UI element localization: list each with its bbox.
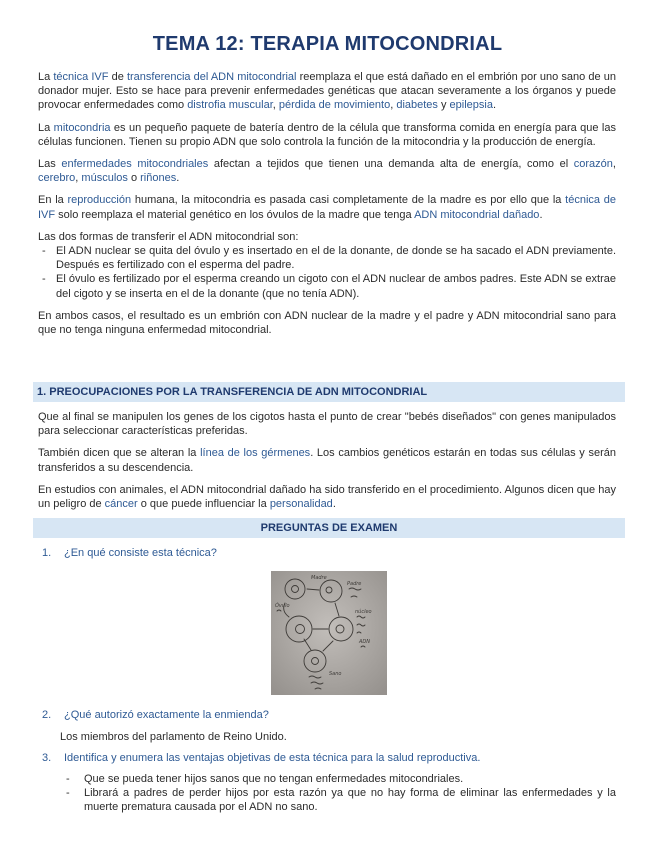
paragraph-designer-babies: Que al final se manipulen los genes de los cigotos hasta el punto de crear "bebés diseñados" con genes manipulados para seleccionar características preferidas. <box>38 411 616 438</box>
paragraph-mitochondria: La mitocondria es un pequeño paquete de batería dentro de la célula que transforma comida en energía para que las células funcionen. Tienen su propio ADN que solo controla la función de la mitocondria y la producción de energía. <box>38 121 616 148</box>
intro-section <box>38 70 616 345</box>
list-item: - El ADN nuclear se quita del óvulo y es insertado en el de la donante, de donde se ha sacado el ADN previamente. Después es fertilizado con el esperma del padre. <box>38 244 616 272</box>
sketch-label: núcleo <box>355 609 372 615</box>
hand-drawn-diagram-image <box>271 571 387 695</box>
sketch-label: Padre <box>347 581 362 587</box>
answer-3 <box>60 772 616 822</box>
sketch-drawing <box>271 571 387 695</box>
paragraph-result: En ambos casos, el resultado es un embrión con ADN nuclear de la madre y el padre y ADN mitocondrial sano para que no tenga ninguna enfermedad mitocondrial. <box>38 309 616 337</box>
paragraph-transfer-methods-lead: Las dos formas de transferir el ADN mitocondrial son: <box>38 230 299 243</box>
keyword-ivf: técnica IVF <box>53 71 109 83</box>
paragraph-mito-diseases: Las enfermedades mitocondriales afectan a tejidos que tienen una demanda alta de energía, como el corazón, cerebro, músculos o riñones. <box>38 158 616 185</box>
sketch-label: Sano <box>329 671 342 677</box>
section-heading-exam: PREGUNTAS DE EXAMEN <box>33 518 625 538</box>
list-item: - Que se pueda tener hijos sanos que no tengan enfermedades mitocondriales. <box>60 772 616 786</box>
question-1: 1. ¿En qué consiste esta técnica? <box>42 547 217 559</box>
answer-2: Los miembros del parlamento de Reino Unido. <box>60 731 287 743</box>
sketch-label: Madre <box>311 575 327 581</box>
sketch-label: Óvulo <box>275 603 290 609</box>
list-item: - El óvulo es fertilizado por el esperma creando un cigoto con el ADN nuclear de ambos padres. Este ADN se extrae del cigoto y se inserta en el de la donante (que no tenía ADN). <box>38 272 616 300</box>
paragraph-reproduction: En la reproducción humana, la mitocondria es pasada casi completamente de la madre es por ello que la técnica de IVF solo reemplaza el material genético en los óvulos de la madre que tenga ADN mitocondrial dañado. <box>38 194 616 221</box>
keyword-mitochondria: mitocondria <box>53 121 111 134</box>
advantages-list <box>60 772 616 814</box>
question-2: 2. ¿Qué autorizó exactamente la enmienda? <box>42 709 269 721</box>
paragraph-germline: También dicen que se alteran la línea de los gérmenes. Los cambios genéticos estarán en todas sus células y serán transferidos a su descendencia. <box>38 447 616 474</box>
transfer-methods-list <box>38 244 616 301</box>
page-title: TEMA 12: TERAPIA MITOCONDRIAL <box>152 33 503 55</box>
list-item: - Librará a padres de perder hijos por esta razón ya que no hay forma de eliminar las enfermedades y la muerte prematura causada por el ADN no sano. <box>60 786 616 814</box>
concerns-section <box>38 410 616 519</box>
sketch-label: ADN <box>359 639 371 645</box>
question-3: 3. Identifica y enumera las ventajas objetivas de esta técnica para la salud reproductiva. <box>42 752 481 764</box>
paragraph-animal-studies: En estudios con animales, el ADN mitocondrial dañado ha sido transferido en el procedimiento. Algunos dicen que hay un peligro de cáncer o que puede influenciar la personalidad. <box>38 483 616 511</box>
paragraph-ivf-technique: La técnica IVF de transferencia del ADN mitocondrial reemplaza el que está dañado en el embrión por uno sano de un donador mujer. Esto se hace para prevenir enfermedades genéticas que atacan severamente a los órganos y puede provocar enfermedades como distrofia muscular, pérdida de movimiento, diabetes y epilepsia. <box>38 71 616 112</box>
section-heading-concerns: 1. PREOCUPACIONES POR LA TRANSFERENCIA DE ADN MITOCONDRIAL <box>33 382 625 402</box>
keyword-mtdna-transfer: transferencia del ADN mitocondrial <box>126 71 297 83</box>
